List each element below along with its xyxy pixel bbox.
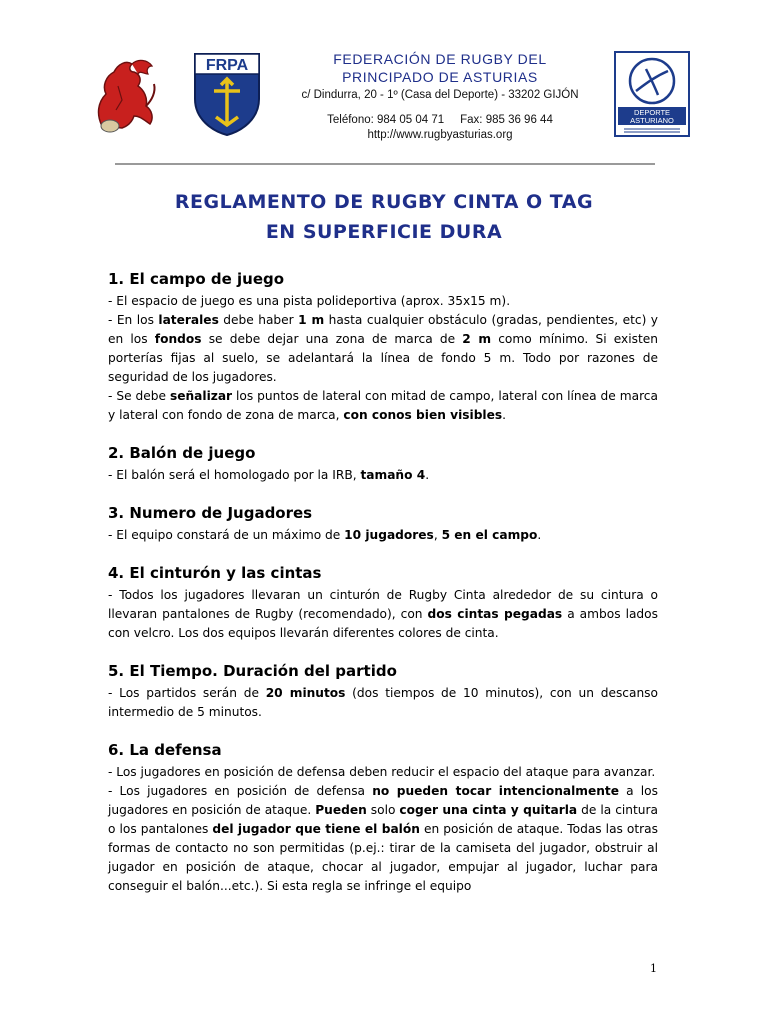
text-run: - El balón será el homologado por la IRB,	[108, 468, 361, 482]
text-run: - El equipo constará de un máximo de	[108, 528, 345, 542]
text-run: - Los partidos serán de	[108, 686, 266, 700]
text-run: solo	[366, 803, 400, 817]
section-paragraph	[108, 387, 658, 425]
bold-text: 10 jugadores	[344, 528, 434, 542]
text-run: .	[537, 528, 542, 542]
text-run: a ambos lados con velcro. Los dos equipos llevarán diferentes colores de cinta.	[108, 607, 658, 640]
bold-text: 20 minutos	[265, 686, 346, 700]
svg-text:ASTURIANO: ASTURIANO	[630, 116, 674, 125]
bold-text: fondos	[154, 332, 202, 346]
bold-text: tamaño 4	[360, 468, 426, 482]
text-run: debe haber	[218, 313, 299, 327]
title-line1: REGLAMENTO DE RUGBY CINTA O TAG	[174, 191, 594, 213]
section-heading: 2. Balón de juego	[108, 444, 256, 462]
regulation-content	[108, 268, 658, 913]
section-paragraph	[108, 586, 658, 643]
text-run: (dos tiempos de 10 minutos), con un descanso intermedio de 5 minutos.	[108, 686, 658, 719]
svg-text:DEPORTE: DEPORTE	[633, 108, 671, 117]
text-run: .	[502, 408, 506, 422]
document-title	[0, 187, 768, 247]
section-paragraph	[108, 526, 658, 545]
section-paragraph	[108, 684, 658, 722]
letterhead	[0, 0, 768, 170]
bold-text: del jugador que tiene el balón	[212, 822, 420, 836]
section-paragraph	[108, 292, 658, 311]
text-run: hasta cualquier obstáculo (gradas, pendientes, etc) y en los	[108, 313, 659, 346]
header-divider	[115, 163, 655, 165]
federation-name-line1: FEDERACIÓN DE RUGBY DEL	[333, 51, 547, 67]
federation-website-link[interactable]: http://www.rugbyasturias.org	[367, 129, 513, 141]
section-heading: 4. El cinturón y las cintas	[108, 564, 322, 582]
section	[108, 660, 658, 722]
text-run: - Los jugadores en posición de defensa	[108, 784, 373, 798]
section	[108, 502, 658, 545]
text-run: como mínimo. Si existen porterías fijas al suelo, se adelantará la línea de fondo 5 m. Todo por razones de seguridad de los jugadores.	[108, 332, 658, 384]
federation-address: c/ Dindurra, 20 - 1º (Casa del Deporte) - 33202 GIJÓN	[301, 89, 579, 101]
section-paragraph	[108, 311, 658, 387]
bold-text: laterales	[158, 313, 219, 327]
lion-logo-icon	[88, 56, 160, 136]
section-heading: 6. La defensa	[108, 741, 222, 759]
federation-name-line2: PRINCIPADO DE ASTURIAS	[342, 69, 538, 85]
bold-text: Pueden	[315, 803, 367, 817]
section	[108, 442, 658, 485]
page-number: 1	[650, 962, 657, 975]
svg-text:FRPA: FRPA	[205, 57, 249, 74]
text-run: a los jugadores en posición de ataque.	[108, 784, 658, 817]
bold-text: dos cintas pegadas	[427, 607, 563, 621]
text-run: ,	[433, 528, 442, 542]
text-run: - Los jugadores en posición de defensa deben reducir el espacio del ataque para avanzar.	[108, 765, 656, 779]
section-paragraph	[108, 466, 658, 485]
bold-text: no pueden tocar intencionalmente	[372, 784, 620, 798]
text-run: los puntos de lateral con mitad de campo, lateral con línea de marca y lateral con fondo de zona de marca,	[108, 389, 658, 422]
section-heading: 3. Numero de Jugadores	[108, 504, 313, 522]
text-run: en posición de ataque. Todas las otras formas de contacto no son permitidas (p.ej.: tirar de la camiseta del jugador, obstruir al jugador en posición de ataque, chocar al jugador, empujar al jugador, luchar para conseguir el balón...etc.). Si esta regla se infringe el equipo	[108, 822, 658, 893]
text-run: de la cintura o los pantalones	[108, 803, 658, 836]
text-run: se debe dejar una zona de marca de	[201, 332, 463, 346]
bold-text: con conos bien visibles	[343, 408, 503, 422]
deporte-asturiano-logo	[614, 51, 690, 137]
title-line2: EN SUPERFICIE DURA	[265, 221, 503, 243]
text-run: - Todos los jugadores llevaran un cinturón de Rugby Cinta alrededor de su cintura o llevaran pantalones de Rugby (recomendado), con	[108, 588, 658, 621]
federation-info	[270, 50, 610, 142]
bold-text: coger una cinta y quitarla	[399, 803, 578, 817]
section-heading: 1. El campo de juego	[108, 270, 285, 288]
section	[108, 739, 658, 896]
section	[108, 562, 658, 643]
text-run: - En los	[108, 313, 159, 327]
bold-text: 1 m	[298, 313, 325, 327]
federation-phone-fax: Teléfono: 984 05 04 71 Fax: 985 36 96 44	[327, 114, 553, 126]
bold-text: 5 en el campo	[441, 528, 538, 542]
bold-text: 2 m	[462, 332, 492, 346]
bold-text: señalizar	[169, 389, 233, 403]
text-run: .	[425, 468, 430, 482]
section-paragraph	[108, 763, 658, 782]
section-heading: 5. El Tiempo. Duración del partido	[108, 662, 397, 680]
frpa-shield-logo	[192, 51, 262, 137]
section	[108, 268, 658, 425]
text-run: - El espacio de juego es una pista polideportiva (aprox. 35x15 m).	[108, 294, 511, 308]
text-run: - Se debe	[108, 389, 170, 403]
section-paragraph	[108, 782, 658, 896]
